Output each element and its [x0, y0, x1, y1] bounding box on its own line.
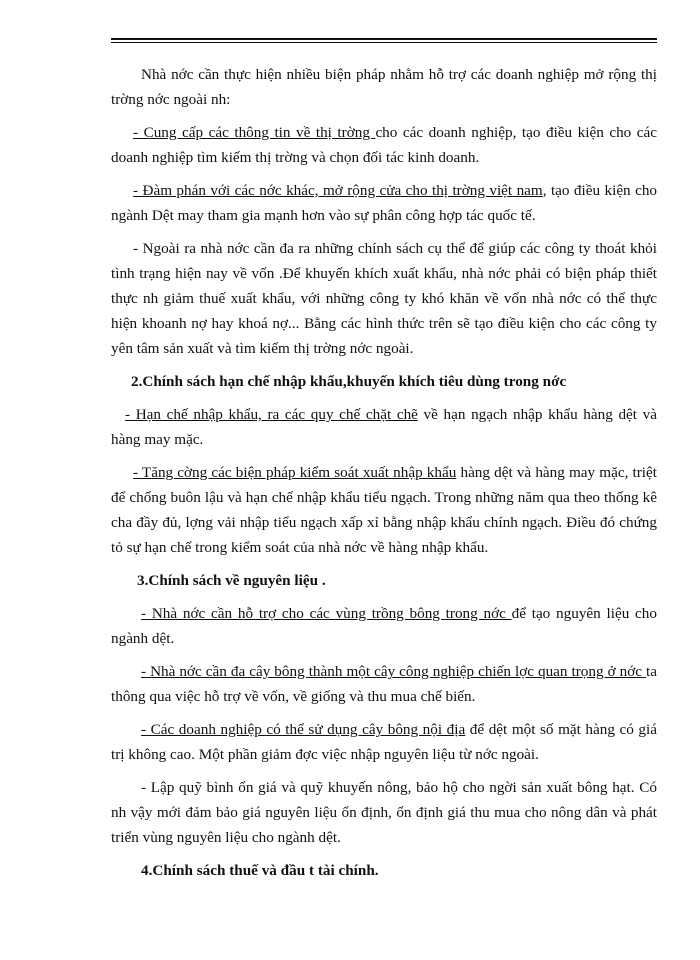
- paragraph-text: để tạo nguyên liệu cho ngành dệt.: [111, 605, 657, 647]
- paragraph-cotton-support: [111, 601, 657, 651]
- underlined-text: - Tăng cờng các biện pháp kiểm soát xuất nhập khẩu: [133, 464, 457, 481]
- underlined-text: - Nhà nớc cần đa cây bông thành một cây công nghiệp chiến lợc quan trọng ở nớc: [141, 663, 647, 680]
- paragraph-price-fund: - Lập quỹ bình ổn giá và quỹ khuyến nông, bảo hộ cho ngời sản xuất bông hạt. Có nh vậy mới đảm bảo giá nguyên liệu ổn định, ổn định giá thu mua cho nông dân và phát triển vùng nguyên liệu cho ngành dệt.: [111, 779, 657, 846]
- paragraph-text: về hạn ngạch nhập khẩu hàng dệt và hàng may mặc.: [111, 406, 657, 448]
- heading-section-3: 3.Chính sách về nguyên liệu .: [137, 572, 326, 589]
- underlined-text: - Đàm phán với các nớc khác, mở rộng cửa cho thị trờng việt nam: [133, 182, 543, 199]
- heading-section-4: 4.Chính sách thuế và đầu t tài chính.: [141, 862, 379, 879]
- underlined-text: - Hạn chế nhập khẩu, ra các quy chế chặt chẽ: [125, 406, 418, 423]
- paragraph-intro: Nhà nớc cần thực hiện nhiều biện pháp nhằm hỗ trợ các doanh nghiệp mở rộng thị trờng nớc ngoài nh:: [111, 66, 657, 108]
- heading-section-2: 2.Chính sách hạn chế nhập khẩu,khuyến khích tiêu dùng trong nớc: [131, 373, 567, 390]
- paragraph-domestic-cotton: [111, 717, 657, 767]
- paragraph-market-info: [111, 120, 657, 170]
- document-body: [111, 62, 657, 891]
- paragraph-policy: - Ngoài ra nhà nớc cần đa ra những chính sách cụ thể để giúp các công ty thoát khỏi tình trạng hiện nay về vốn .Để khuyến khích xuất khẩu, nhà nớc phải có biện pháp thiết thực nh giảm thuế xuất khẩu, với những công ty khó khăn về vốn nhà nớc có thể thực hiện khoanh nợ hay khoá nợ... Bằng các hình thức trên sẽ tạo điều kiện cho các công ty yên tâm sản xuất và tìm kiếm thị trờng nớc ngoài.: [111, 240, 657, 357]
- paragraph-import-control: [111, 460, 657, 560]
- underlined-text: - Nhà nớc cần hỗ trợ cho các vùng trồng bông trong nớc: [141, 605, 512, 622]
- underlined-text: - Cung cấp các thông tin về thị trờng: [133, 124, 376, 141]
- header-rule-thick: [111, 38, 657, 40]
- header-rule-thin: [111, 42, 657, 43]
- paragraph-text: để dệt một số mặt hàng có giá trị không cao. Một phần giảm đợc việc nhập nguyên liệu từ nớc ngoài.: [111, 721, 657, 763]
- underlined-text: - Các doanh nghiệp có thể sử dụng cây bông nội địa: [141, 721, 466, 738]
- paragraph-cotton-strategy: [111, 659, 657, 709]
- paragraph-import-limit: [111, 402, 657, 452]
- paragraph-text: , tạo điều kiện cho ngành Dệt may tham gia mạnh hơn vào sự phân công hợp tác quốc tế.: [111, 182, 658, 224]
- paragraph-text: cho các doanh nghiệp, tạo điều kiện cho các doanh nghiệp tìm kiếm thị trờng và chọn đối tác kinh doanh.: [111, 124, 657, 166]
- paragraph-text: hàng dệt và hàng may mặc, triệt để chống buôn lậu và hạn chế nhập khẩu tiểu ngạch. Trong những năm qua theo thống kê cha đầy đủ, lợng vải nhập tiểu ngạch xấp xỉ bằng nhập khẩu chính ngạch. Điều đó chứng tỏ sự hạn chế trong kiểm soát của nhà nớc về hàng nhập khẩu.: [111, 464, 657, 556]
- paragraph-negotiation: [111, 178, 657, 228]
- paragraph-text: ta thông qua việc hỗ trợ về vốn, về giống và thu mua chế biến.: [111, 663, 657, 705]
